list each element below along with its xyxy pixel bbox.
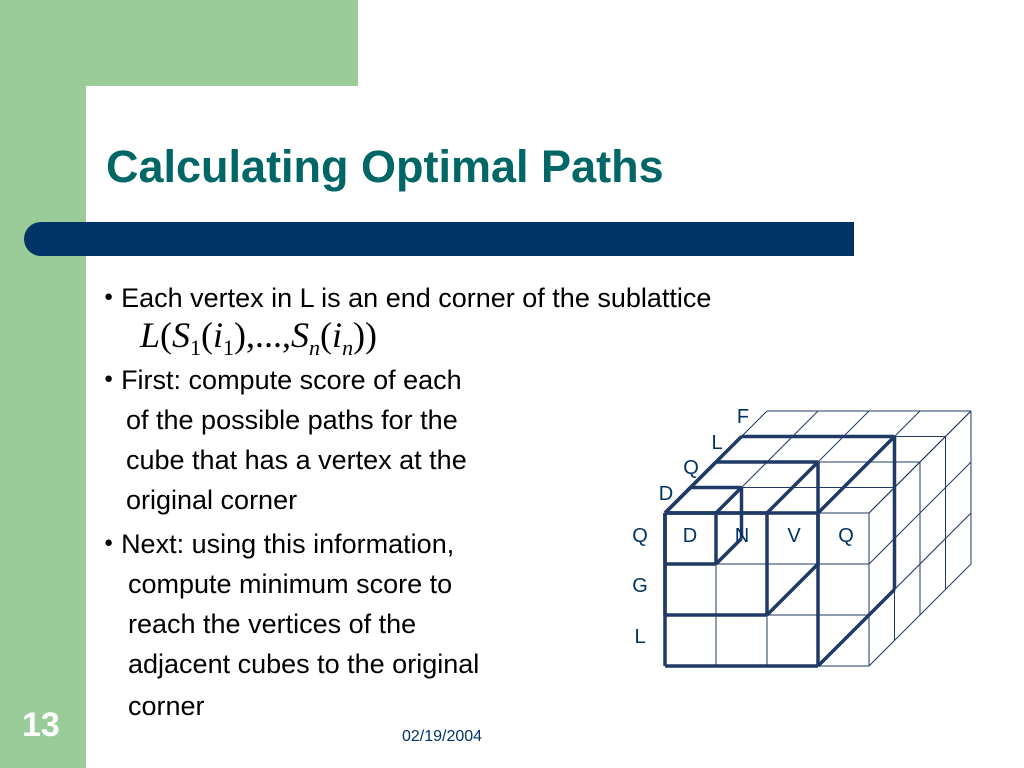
bullet-3-line-4: adjacent cubes to the original [128, 649, 480, 679]
formula-ellipsis: ),..., [234, 315, 292, 355]
row-label-3: L [634, 626, 646, 648]
title-underline-bar [24, 222, 854, 256]
formula-in-subscript: n [342, 335, 354, 360]
formula-close-paren: )) [353, 315, 378, 355]
formula-S1-subscript: 1 [190, 335, 202, 360]
front-label-3: V [787, 525, 801, 547]
front-label-4: Q [838, 525, 854, 547]
bullet-3-line-2: compute minimum score to [128, 569, 453, 599]
bullet-2-line-4: original corner [126, 485, 298, 515]
formula-i1-open: ( [201, 315, 214, 355]
slide-number: 13 [22, 706, 60, 744]
depth-label-2: Q [683, 457, 699, 479]
green-left-band [0, 0, 86, 768]
formula-S1: S [172, 315, 191, 355]
row-label-1: Q [632, 525, 648, 547]
formula-open-paren: ( [160, 315, 173, 355]
bullet-dot-icon: ● [104, 287, 114, 305]
depth-label-3: L [711, 432, 723, 454]
slide-title: Calculating Optimal Paths [106, 141, 664, 192]
bullet-3-line-3: reach the vertices of the [128, 609, 417, 639]
bullet-2-line-1: First: compute score of each [121, 365, 462, 395]
front-label-1: D [682, 525, 698, 547]
front-label-2: N [734, 525, 750, 547]
depth-label-4: F [736, 406, 750, 428]
bullet-3-line-1: Next: using this information, [121, 529, 455, 559]
bullet-3 [104, 524, 454, 566]
formula-L: L [140, 315, 161, 355]
depth-label-1: D [658, 483, 674, 505]
bullet-3-line-5: corner [128, 691, 205, 721]
formula-Sn-subscript: n [309, 335, 321, 360]
row-label-2: G [632, 575, 648, 597]
footer-date: 02/19/2004 [402, 728, 483, 745]
bullet-2-line-2: of the possible paths for the [126, 405, 458, 435]
bullet-1-text: Each vertex in L is an end corner of the sublattice [121, 283, 712, 313]
sublattice-formula [140, 314, 377, 361]
bullet-dot-icon: ● [104, 369, 114, 387]
formula-in: i [332, 315, 343, 355]
formula-Sn: S [291, 315, 310, 355]
bullet-2-line-3: cube that has a vertex at the [126, 445, 467, 475]
bullet-2 [104, 360, 462, 402]
formula-i1: i [213, 315, 224, 355]
formula-in-open: ( [320, 315, 333, 355]
formula-i1-subscript: 1 [223, 335, 235, 360]
bullet-dot-icon: ● [104, 533, 114, 551]
